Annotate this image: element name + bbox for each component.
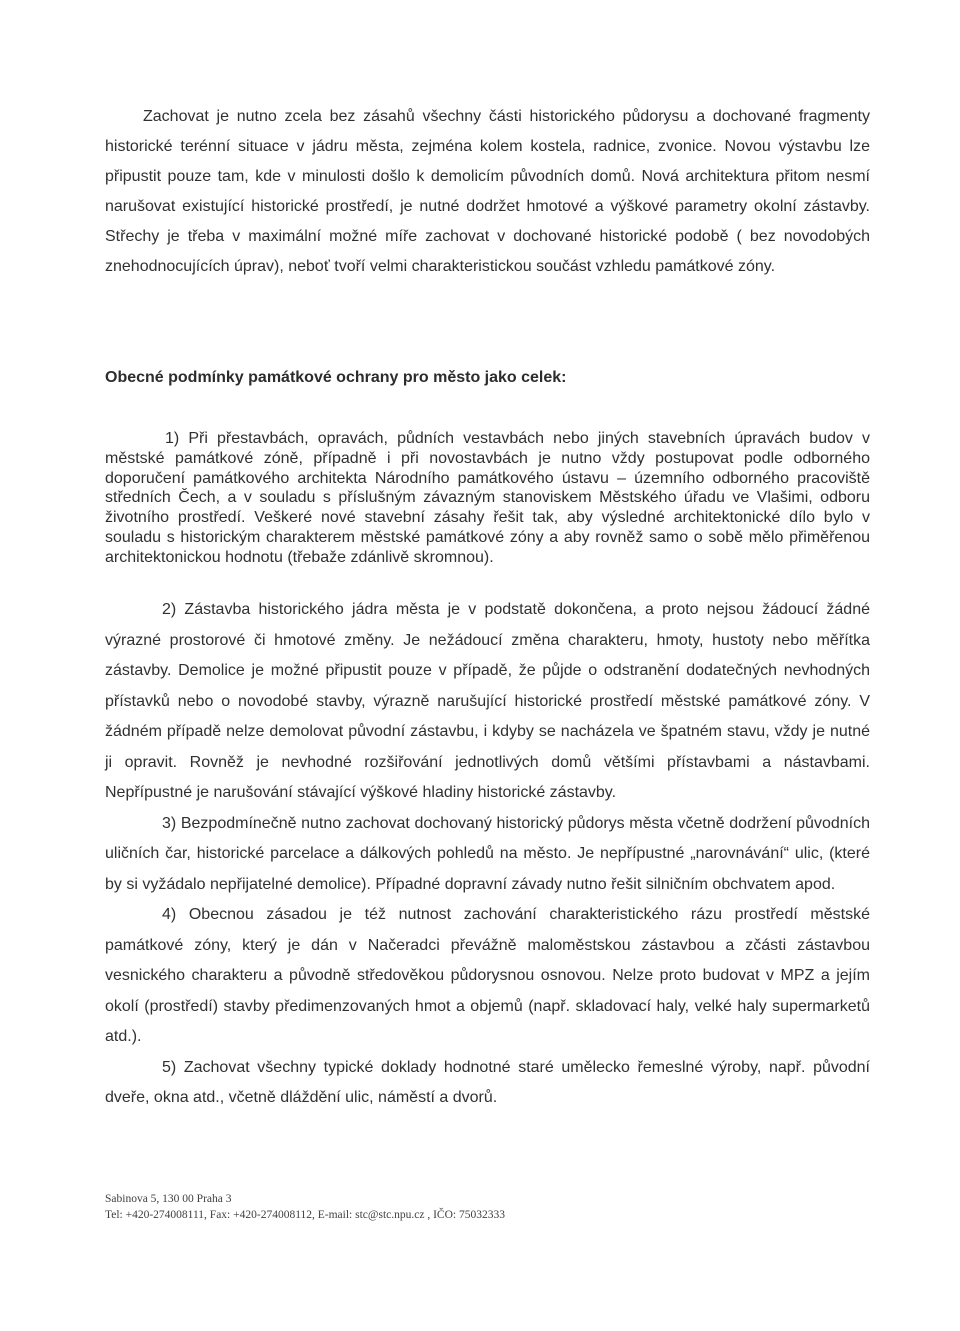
footer <box>105 1191 505 1223</box>
condition-points-list <box>105 595 870 1114</box>
condition-point-2: 2) Zástavba historického jádra města je v podstatě dokončena, a proto nejsou žádoucí žádné výrazné prostorové či hmotové změny. Je nežádoucí změna charakteru, hmoty, hustoty nebo měřítka zástavby. Demolice je možné připustit pouze v případě, že půjde o odstranění dodatečných nevhodných přístavků nebo o novodobé stavby, výrazně narušující historické prostředí městské památkové zóny. V žádném případě nelze demolovat původní zástavbu, i kdyby se nacházela ve špatném stavu, vždy je nutné ji opravit. Rovněž je nevhodné rozšiřování jednotlivých domů většími přístavbami a nástavbami. Nepřípustné je narušování stávající výškové hladiny historické zástavby. <box>105 601 870 801</box>
section-heading: Obecné podmínky památkové ochrany pro město jako celek: <box>105 369 567 386</box>
condition-point-3: 3) Bezpodmínečně nutno zachovat dochovaný historický půdorys města včetně dodržení původních uličních čar, historické parcelace a dálkových pohledů na město. Je nepřípustné „narovnávání“ ulic, (které by si vyžádalo nepřijatelné demolice). Případné dopravní závady nutno řešit silničním obchvatem apod. <box>105 814 870 893</box>
condition-point-4: 4) Obecnou zásadou je též nutnost zachování charakteristického rázu prostředí městské památkové zóny, který je dán v Načeradci převážně maloměstskou zástavbou a zčásti zástavbou vesnického charakteru a původně středověkou půdorysnou osnovou. Nelze proto budovat v MPZ a jejím okolí (prostředí) stavby předimenzovaných hmot a objemů (např. skladovací haly, velké haly supermarketů atd.). <box>105 906 870 1045</box>
condition-point-1: 1) Při přestavbách, opravách, půdních vestavbách nebo jiných stavebních úpravách budov v městské památkové zóně, případně i při novostavbách je nutno vždy postupovat podle odborného doporučení památkového architekta Národního památkového ústavu – územního odborného pracoviště středních Čech, a v souladu s příslušným závazným stanoviskem Městského úřadu ve Vlašimi, odboru životního prostředí. Veškeré nové stavební zásahy řešit tak, aby výsledné architektonické dílo bylo v souladu s historickým charakterem městské památkové zóny a aby rovněž samo o sobě mělo přiměřenou architektonickou hodnotu (třebaže zdánlivě skromnou). <box>105 430 870 566</box>
footer-contact: Tel: +420-274008111, Fax: +420-274008112, E-mail: stc@stc.npu.cz , IČO: 75032333 <box>105 1209 505 1221</box>
footer-address: Sabinova 5, 130 00 Praha 3 <box>105 1193 232 1205</box>
condition-point-5: 5) Zachovat všechny typické doklady hodnotné staré umělecko řemeslné výroby, např. původní dveře, okna atd., včetně dláždění ulic, náměstí a dvorů. <box>105 1058 870 1106</box>
intro-paragraph: Zachovat je nutno zcela bez zásahů všechny části historického půdorysu a dochované fragmenty historické terénní situace v jádru města, zejména kolem kostela, radnice, zvonice. Novou výstavbu lze připustit pouze tam, kde v minulosti došlo k demolicím původních domů. Nová architektura přitom nesmí narušovat existující historické prostředí, je nutné dodržet hmotové a výškové parametry okolní zástavby. Střechy je třeba v maximální možné míře zachovat v dochované historické podobě ( bez novodobých znehodnocujících úprav), neboť tvoří velmi charakteristickou součást vzhledu památkové zóny. <box>105 108 870 275</box>
